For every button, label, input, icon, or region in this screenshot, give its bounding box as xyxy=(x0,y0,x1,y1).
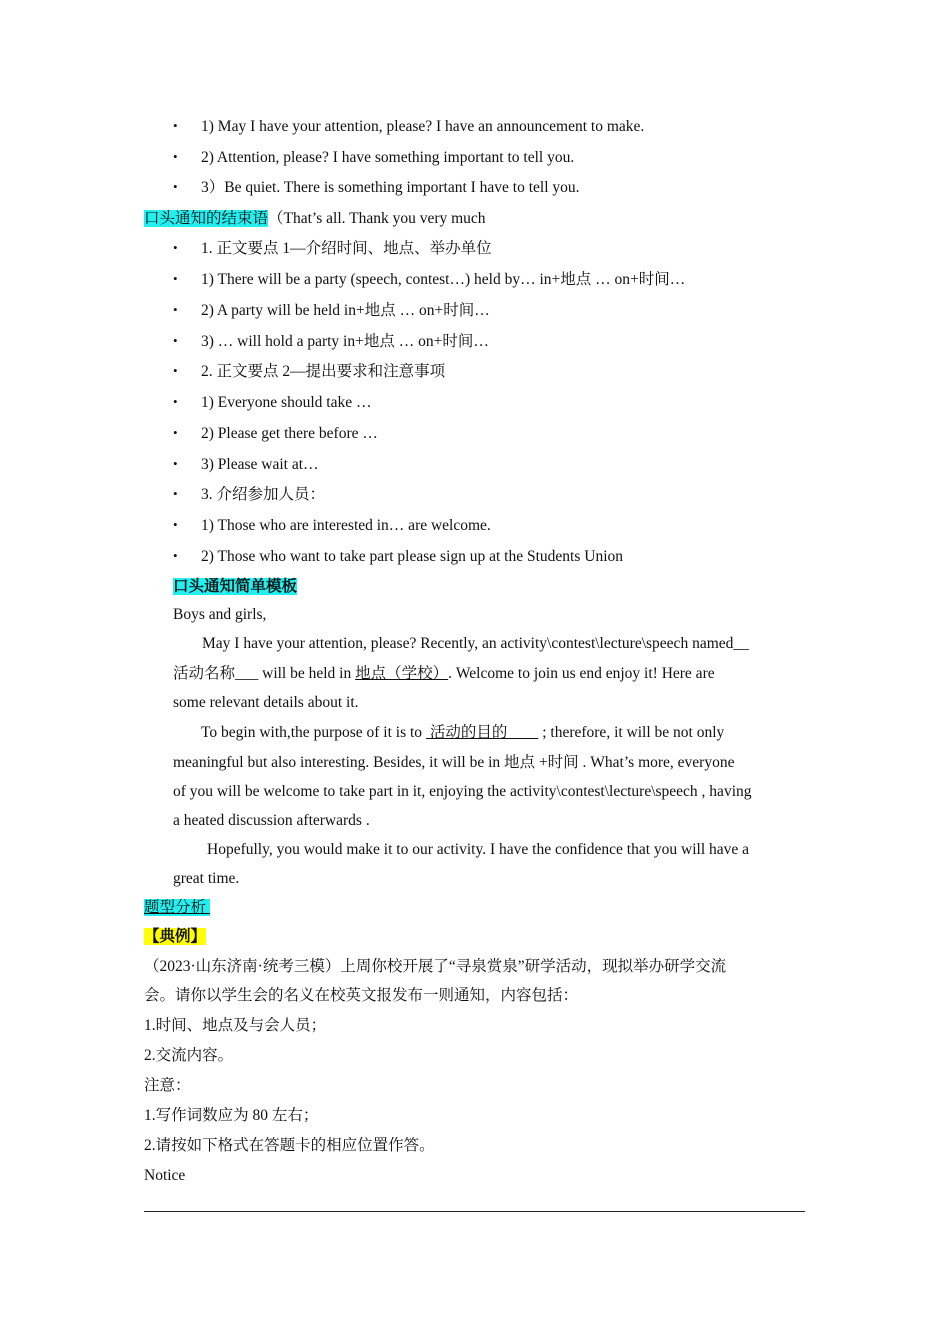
bullet-dot: • xyxy=(173,486,178,501)
bullet-dot: • xyxy=(173,333,178,348)
template-p2-line2: meaningful but also interesting. Besides, it will be in 地点 +时间 . What’s more, everyone xyxy=(173,754,735,771)
body-bullet-11: 2) Those who want to take part please sign up at the Students Union xyxy=(201,548,624,565)
example-label: 【典例】 xyxy=(144,928,207,945)
template-p1-line2-start: 活动名称___ will be held in xyxy=(173,665,356,682)
closing-heading: 口头通知的结束语 xyxy=(144,210,269,227)
bullet-dot: • xyxy=(173,548,178,563)
answer-line xyxy=(144,1211,805,1212)
bullet-dot: • xyxy=(173,302,178,317)
template-p2-line1-start: To begin with,the purpose of it is to xyxy=(201,724,426,741)
bullet-dot: • xyxy=(173,394,178,409)
example-label-line xyxy=(144,927,206,947)
template-p1-line1: May I have your attention, please? Recently, an activity\contest\lecture\speech named__ xyxy=(202,635,749,652)
bullet-dot: • xyxy=(173,240,178,255)
analysis-heading-line xyxy=(144,898,210,918)
body-bullet-9: 3. 介绍参加人员： xyxy=(201,486,326,503)
body-bullet-8: 3) Please wait at… xyxy=(201,456,319,473)
template-greeting: Boys and girls, xyxy=(173,606,267,623)
template-heading-line xyxy=(173,577,297,597)
template-heading: 口头通知简单模板 xyxy=(173,578,298,595)
closing-line xyxy=(144,209,486,229)
example-note2: 2.请按如下格式在答题卡的相应位置作答。 xyxy=(144,1137,435,1154)
template-p2-line3: of you will be welcome to take part in it, enjoying the activity\contest\lecture\speech , having xyxy=(173,783,752,800)
example-note1: 1.写作词数应为 80 左右； xyxy=(144,1107,319,1124)
body-bullet-6: 1) Everyone should take … xyxy=(201,394,372,411)
bullet-dot: • xyxy=(173,149,178,164)
example-line2: 会。请你以学生会的名义在校英文报发布一则通知，内容包括： xyxy=(144,987,579,1004)
template-p2-line4: a heated discussion afterwards . xyxy=(173,812,370,829)
body-bullet-7: 2) Please get there before … xyxy=(201,425,378,442)
example-item1: 1.时间、地点及与会人员； xyxy=(144,1017,327,1034)
bullet-dot: • xyxy=(173,425,178,440)
template-p2-line1 xyxy=(201,723,724,743)
body-bullet-5: 2. 正文要点 2—提出要求和注意事项 xyxy=(201,363,446,380)
example-line1: （2023·山东济南·统考三模）上周你校开展了“寻泉赏泉”研学活动，现拟举办研学交流 xyxy=(144,958,727,975)
body-bullet-4: 3) … will hold a party in+地点 … on+时间… xyxy=(201,333,489,350)
template-p1-line3: some relevant details about it. xyxy=(173,694,359,711)
template-p3-line1: Hopefully, you would make it to our activity. I have the confidence that you will have a xyxy=(207,841,750,858)
bullet-dot: • xyxy=(173,363,178,378)
template-location-blank: 地点（学校） xyxy=(355,665,449,682)
analysis-heading: 题型分析 xyxy=(144,899,210,916)
example-notice-title: Notice xyxy=(144,1167,186,1184)
body-bullet-10: 1) Those who are interested in… are welcome. xyxy=(201,517,491,534)
intro-bullet-3: 3）Be quiet. There is something important I have to tell you. xyxy=(201,179,580,196)
closing-text: （That’s all. Thank you very much xyxy=(268,210,486,227)
body-bullet-1: 1. 正文要点 1—介绍时间、地点、举办单位 xyxy=(201,240,492,257)
template-purpose-blank: 活动的目的 xyxy=(425,724,539,741)
template-p3-line2: great time. xyxy=(173,870,240,887)
intro-bullet-1: 1) May I have your attention, please? I have an announcement to make. xyxy=(201,118,645,135)
template-p1-line2 xyxy=(173,664,805,684)
bullet-dot: • xyxy=(173,271,178,286)
body-bullet-2: 1) There will be a party (speech, contest…) held by… in+地点 … on+时间… xyxy=(201,271,686,288)
example-note: 注意： xyxy=(144,1077,191,1094)
template-p1-line2-end: . Welcome to join us end enjoy it! Here are xyxy=(448,665,715,682)
bullet-dot: • xyxy=(173,517,178,532)
example-item2: 2.交流内容。 xyxy=(144,1047,234,1064)
bullet-dot: • xyxy=(173,456,178,471)
intro-bullet-2: 2) Attention, please? I have something important to tell you. xyxy=(201,149,575,166)
template-p2-line1-end: ; therefore, it will be not only xyxy=(538,724,725,741)
bullet-dot: • xyxy=(173,179,178,194)
body-bullet-3: 2) A party will be held in+地点 … on+时间… xyxy=(201,302,490,319)
bullet-dot: • xyxy=(173,118,178,133)
